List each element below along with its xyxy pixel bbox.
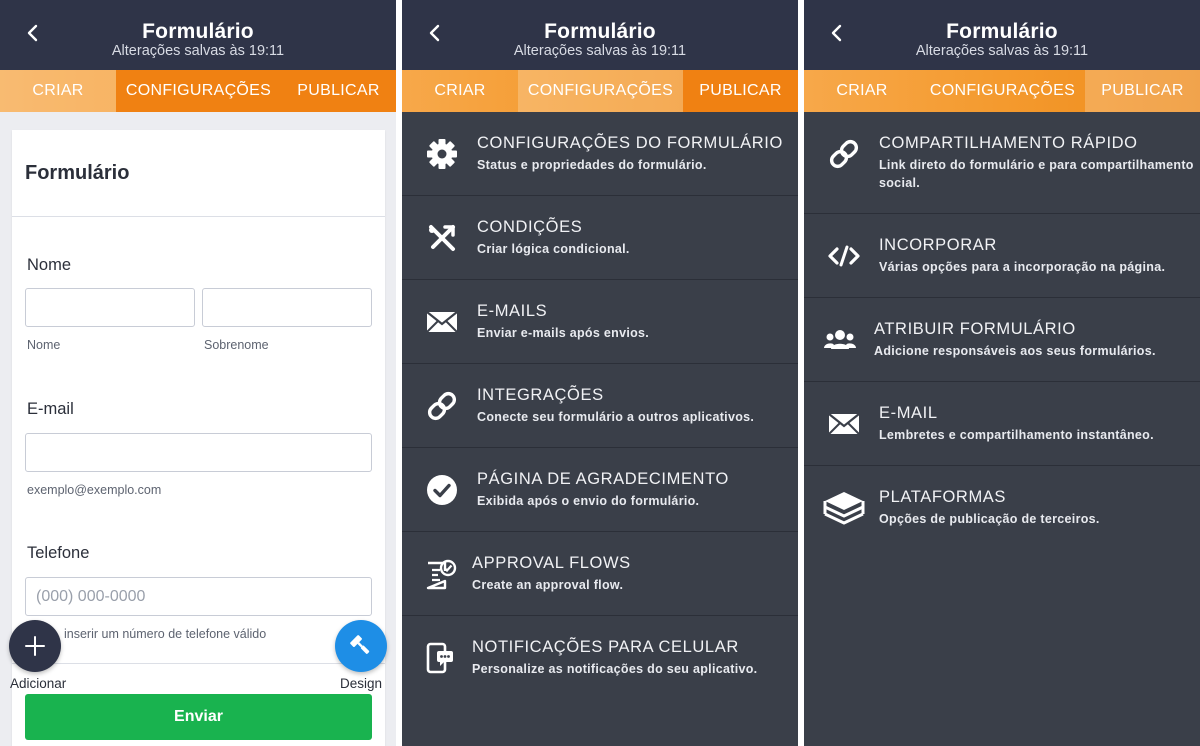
item-title: APPROVAL FLOWS <box>472 554 631 572</box>
save-status: Alterações salvas às 19:11 <box>915 43 1089 59</box>
users-icon <box>822 322 858 358</box>
divider <box>12 663 385 664</box>
form-title[interactable]: Formulário <box>25 162 130 184</box>
item-description: Lembretes e compartilhamento instantâneo. <box>879 428 1154 442</box>
item-title: E-MAIL <box>879 404 938 422</box>
link-icon <box>424 388 460 424</box>
page-title: Formulário <box>544 20 656 43</box>
phone-label: Telefone <box>27 544 90 562</box>
item-description: Status e propriedades do formulário. <box>477 158 707 172</box>
settings-item-form-settings[interactable] <box>402 112 798 196</box>
save-status: Alterações salvas às 19:11 <box>111 43 285 59</box>
phone-sublabel: inserir um número de telefone válido <box>64 627 267 641</box>
last-name-sublabel: Sobrenome <box>204 338 269 352</box>
check-circle-icon <box>424 472 460 508</box>
item-description: Conecte seu formulário a outros aplicativos. <box>477 410 755 424</box>
settings-item-mobile-notifications[interactable] <box>402 616 798 700</box>
item-description: Exibida após o envio do formulário. <box>477 494 700 508</box>
publish-item-assign-form[interactable] <box>804 298 1200 382</box>
item-description: Personalize as notificações do seu aplicativo. <box>472 662 758 676</box>
item-title: INCORPORAR <box>879 236 997 254</box>
conditions-icon <box>424 220 460 256</box>
add-element-button[interactable] <box>9 620 61 672</box>
item-title: PÁGINA DE AGRADECIMENTO <box>477 470 729 488</box>
item-title: NOTIFICAÇÕES PARA CELULAR <box>472 638 739 656</box>
tab-bar <box>0 70 396 112</box>
publish-item-embed[interactable] <box>804 214 1200 298</box>
item-description: Adicione responsáveis aos seus formulários. <box>874 344 1156 358</box>
email-sublabel: exemplo@exemplo.com <box>27 483 162 497</box>
envelope-icon <box>826 406 862 442</box>
app-header <box>0 0 396 70</box>
app-header <box>804 0 1200 70</box>
name-label: Nome <box>27 256 72 274</box>
layers-icon <box>822 488 866 532</box>
publish-item-platforms[interactable] <box>804 466 1200 550</box>
item-title: E-MAILS <box>477 302 548 320</box>
first-name-sublabel: Nome <box>27 338 61 352</box>
settings-item-conditions[interactable] <box>402 196 798 280</box>
email-input[interactable] <box>25 433 372 472</box>
settings-panel <box>402 0 798 746</box>
app-header <box>402 0 798 70</box>
save-status: Alterações salvas às 19:11 <box>513 43 687 59</box>
publish-panel <box>804 0 1200 746</box>
plus-icon <box>24 635 46 657</box>
page-title: Formulário <box>946 20 1058 43</box>
approval-icon <box>422 556 458 592</box>
item-description: Criar lógica condicional. <box>477 242 630 256</box>
settings-item-approval-flows[interactable] <box>402 532 798 616</box>
item-description: Enviar e-mails após envios. <box>477 326 650 340</box>
gear-icon <box>424 136 460 172</box>
submit-button[interactable]: Enviar <box>25 694 372 740</box>
item-description: Opções de publicação de terceiros. <box>879 512 1100 526</box>
paint-roller-icon <box>348 633 374 659</box>
phone-placeholder: (000) 000-0000 <box>36 587 146 605</box>
item-title: PLATAFORMAS <box>879 488 1007 506</box>
item-title: CONDIÇÕES <box>477 218 583 236</box>
design-button[interactable] <box>335 620 387 672</box>
page-title: Formulário <box>142 20 254 43</box>
tab-criar[interactable]: CRIAR <box>836 82 888 99</box>
phone-notification-icon <box>422 640 458 676</box>
item-title: INTEGRAÇÕES <box>477 386 604 404</box>
link-icon <box>826 136 862 172</box>
tab-bar <box>804 70 1200 112</box>
phone-input[interactable] <box>25 577 372 616</box>
envelope-icon <box>424 304 460 340</box>
tab-configuracoes[interactable]: CONFIGURAÇÕES <box>518 70 683 112</box>
tab-criar[interactable]: CRIAR <box>0 70 116 112</box>
tab-publicar[interactable]: PUBLICAR <box>281 70 396 112</box>
item-title: CONFIGURAÇÕES DO FORMULÁRIO <box>477 134 783 152</box>
item-title: ATRIBUIR FORMULÁRIO <box>874 320 1076 338</box>
publish-menu <box>804 112 1200 550</box>
tab-bar <box>402 70 798 112</box>
item-description: Link direto do formulário e para compartilhamento social. <box>879 158 1194 190</box>
form-card <box>12 130 385 746</box>
divider <box>12 216 385 217</box>
settings-item-emails[interactable] <box>402 280 798 364</box>
item-description: Várias opções para a incorporação na página. <box>879 260 1166 274</box>
settings-item-thank-you-page[interactable] <box>402 448 798 532</box>
email-label: E-mail <box>27 400 74 418</box>
code-icon <box>826 238 862 274</box>
tab-criar[interactable]: CRIAR <box>434 82 486 99</box>
tab-configuracoes[interactable]: CONFIGURAÇÕES <box>929 82 1076 99</box>
design-label: Design <box>340 676 383 691</box>
item-description: Create an approval flow. <box>472 578 624 592</box>
settings-item-integrations[interactable] <box>402 364 798 448</box>
create-panel <box>0 0 396 746</box>
settings-menu <box>402 112 798 700</box>
tab-publicar[interactable]: PUBLICAR <box>683 70 798 112</box>
publish-item-quick-share[interactable] <box>804 112 1200 214</box>
first-name-input[interactable] <box>25 288 195 327</box>
last-name-input[interactable] <box>202 288 372 327</box>
tab-publicar[interactable]: PUBLICAR <box>1085 70 1200 112</box>
item-title: COMPARTILHAMENTO RÁPIDO <box>879 134 1138 152</box>
add-label: Adicionar <box>10 676 67 691</box>
tab-configuracoes[interactable]: CONFIGURAÇÕES <box>116 70 281 112</box>
publish-item-email[interactable] <box>804 382 1200 466</box>
